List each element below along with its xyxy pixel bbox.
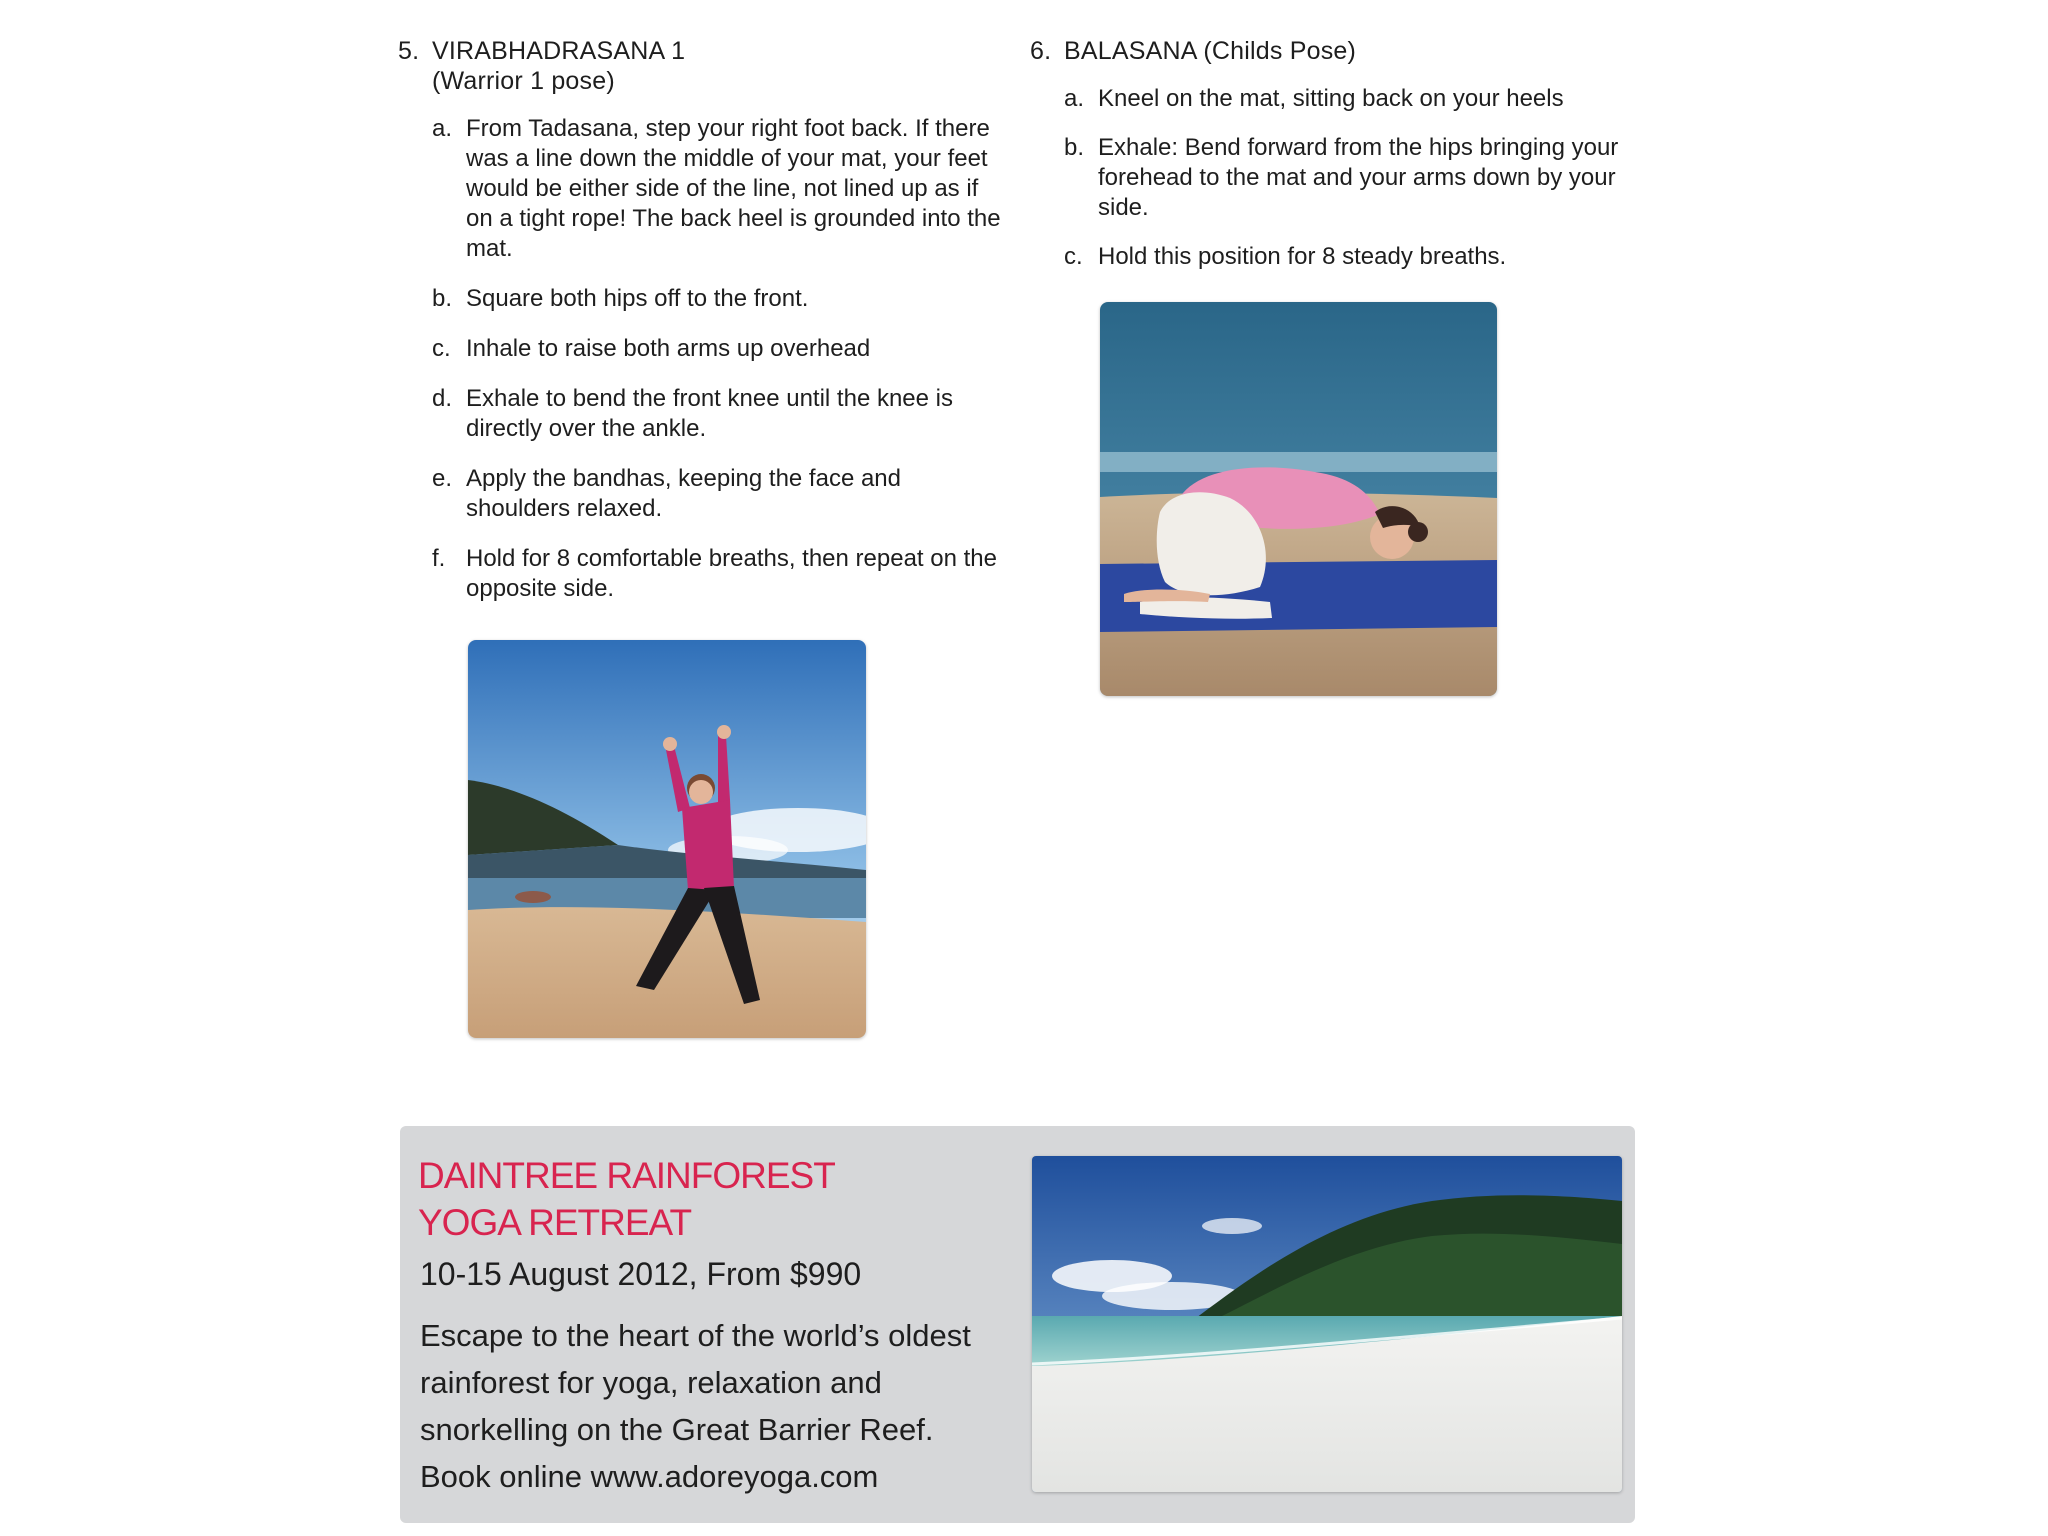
retreat-promo-box	[400, 1126, 1635, 1523]
pose-5-name: VIRABHADRASANA 1	[432, 37, 686, 65]
promo-date-price: 10-15 August 2012, From $990	[420, 1256, 862, 1292]
step-text: Hold this position for 8 steady breaths.	[1098, 243, 1507, 270]
pose-5-steps	[432, 114, 1002, 604]
step-text: From Tadasana, step your right foot back. If there was a line down the middle of your mat, your feet would be either side of the line, not lined up as if on a tight rope! The back heel is grounded into the mat.	[466, 115, 1001, 262]
pose-5-subtitle: (Warrior 1 pose)	[432, 67, 615, 95]
pose-5-step-c	[432, 334, 1002, 364]
pose-6-steps	[1064, 84, 1654, 272]
step-text: Exhale to bend the front knee until the knee is directly over the ankle.	[466, 385, 953, 442]
warrior-pose-photo	[468, 640, 866, 1038]
pose-5-title	[398, 36, 998, 96]
step-letter: a.	[1064, 85, 1085, 112]
pose-5-step-f	[432, 544, 1002, 604]
step-text: Square both hips off to the front.	[466, 285, 809, 312]
childs-pose-photo	[1100, 302, 1497, 696]
pose-6-step-a	[1064, 84, 1654, 114]
step-text: Inhale to raise both arms up overhead	[466, 335, 871, 362]
step-text: Hold for 8 comfortable breaths, then repeat on the opposite side.	[466, 545, 997, 602]
promo-title-line-1: DAINTREE RAINFOREST	[418, 1155, 835, 1196]
step-letter: d.	[432, 385, 453, 412]
step-letter: c.	[1064, 243, 1083, 270]
pose-5-step-b	[432, 284, 1002, 314]
promo-booking-line: Book online www.adoreyoga.com	[420, 1459, 879, 1494]
pose-5-number: 5.	[398, 37, 420, 65]
promo-description	[420, 1312, 1020, 1500]
step-letter: a.	[432, 115, 453, 142]
pose-6-name: BALASANA (Childs Pose)	[1064, 37, 1357, 65]
pose-5-section	[398, 36, 1001, 624]
rainforest-beach-photo	[1032, 1156, 1622, 1492]
step-text: Apply the bandhas, keeping the face and shoulders relaxed.	[466, 465, 901, 522]
step-letter: c.	[432, 335, 451, 362]
step-letter: b.	[1064, 134, 1085, 161]
pose-5-step-d	[432, 384, 1002, 444]
step-letter: f.	[432, 545, 446, 572]
step-text: Exhale: Bend forward from the hips bringing your forehead to the mat and your arms down by your side.	[1098, 134, 1619, 221]
step-letter: e.	[432, 465, 453, 492]
pose-6-step-b	[1064, 133, 1654, 223]
pose-5-step-e	[432, 464, 1002, 524]
promo-body-line: rainforest for yoga, relaxation and	[420, 1365, 882, 1400]
promo-title-line-2: YOGA RETREAT	[418, 1202, 692, 1243]
pose-6-step-c	[1064, 242, 1654, 272]
step-text: Kneel on the mat, sitting back on your heels	[1098, 85, 1564, 112]
promo-title	[418, 1152, 938, 1246]
promo-body-line: snorkelling on the Great Barrier Reef.	[420, 1412, 934, 1447]
promo-body-line: Escape to the heart of the world’s oldest	[420, 1318, 971, 1353]
pose-5-step-a	[432, 114, 1002, 264]
step-letter: b.	[432, 285, 453, 312]
pose-6-section	[1030, 36, 1650, 291]
pose-6-title	[1030, 36, 1650, 66]
pose-6-number: 6.	[1030, 37, 1052, 65]
